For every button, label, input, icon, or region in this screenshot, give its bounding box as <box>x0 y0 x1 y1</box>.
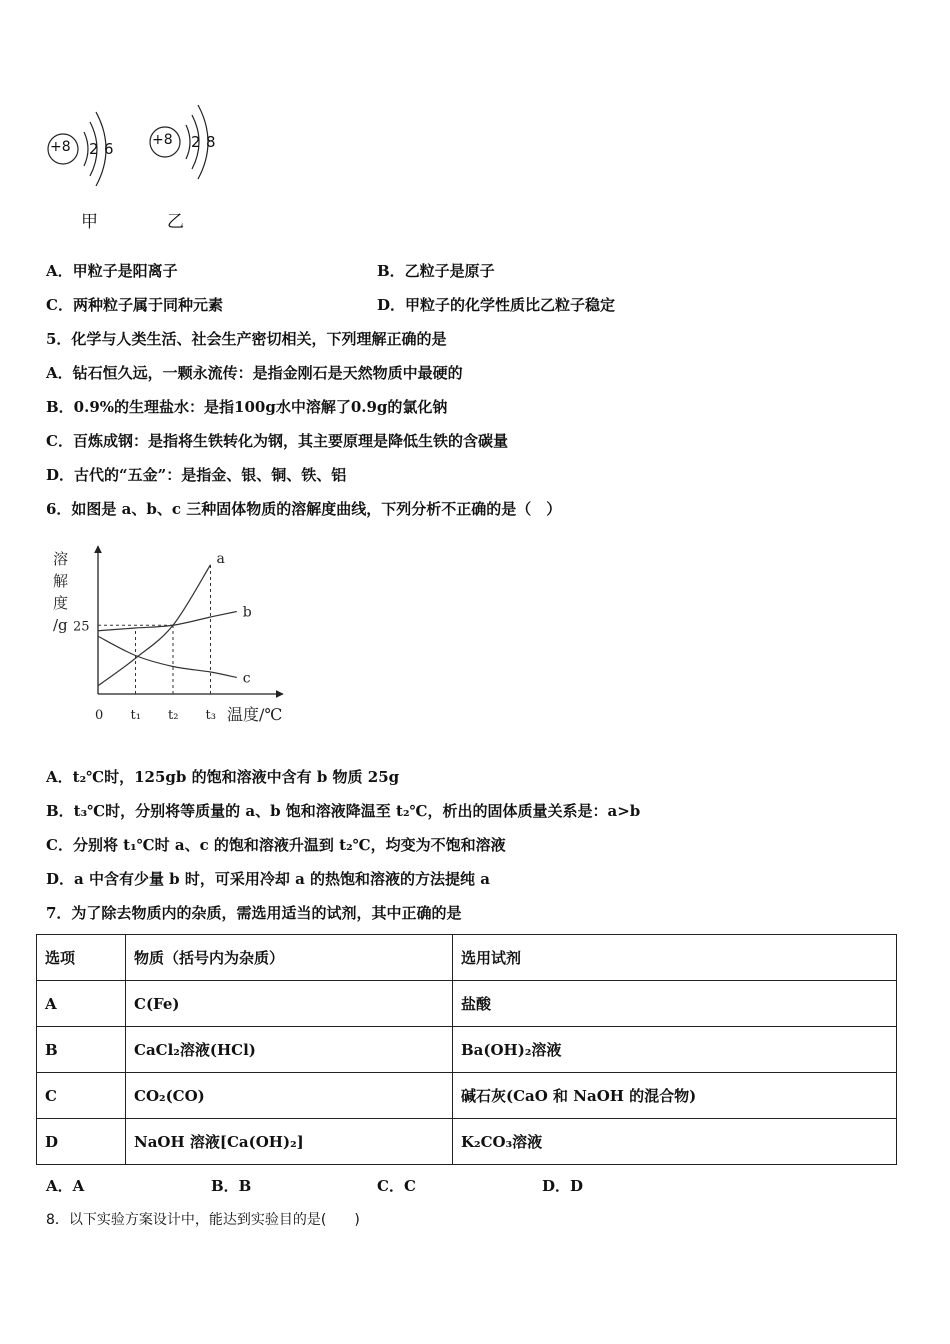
q4-option-b: B．乙粒子是原子 <box>377 262 495 280</box>
table-header-cell: 选用试剂 <box>453 935 897 981</box>
table-cell: 盐酸 <box>453 981 897 1027</box>
q6-option-c: C．分别将 t₁℃时 a、c 的饱和溶液升温到 t₂℃，均变为不饱和溶液 <box>46 836 506 854</box>
table-row <box>37 1119 897 1165</box>
table-cell: B <box>37 1027 126 1073</box>
q4-option-a: A．甲粒子是阳离子 <box>46 262 178 280</box>
q7-option-d: D．D <box>542 1177 584 1195</box>
table-cell: K₂CO₃溶液 <box>453 1119 897 1165</box>
table-cell: CO₂(CO) <box>126 1073 453 1119</box>
origin-label: 0 <box>95 708 104 723</box>
q6-option-b: B．t₃℃时，分别将等质量的 a、b 饱和溶液降温至 t₂℃，析出的固体质量关系是：a>b <box>46 802 641 820</box>
atom-jia-shell1: 2 <box>89 140 99 158</box>
table-row <box>37 981 897 1027</box>
curve-b <box>98 612 237 631</box>
q7-option-b: B．B <box>211 1177 252 1195</box>
q6-option-a: A．t₂℃时，125gb 的饱和溶液中含有 b 物质 25g <box>46 768 400 786</box>
q5-option-c: C．百炼成钢：是指将生铁转化为钢，其主要原理是降低生铁的含碳量 <box>46 432 508 450</box>
table-row <box>37 1027 897 1073</box>
table-cell: 碱石灰(CaO 和 NaOH 的混合物) <box>453 1073 897 1119</box>
atom-jia-shell2: 6 <box>104 140 114 158</box>
table-cell: D <box>37 1119 126 1165</box>
atom-jia-nucleus: +8 <box>50 139 71 155</box>
q5-option-d: D．古代的“五金”：是指金、银、铜、铁、铝 <box>46 466 347 484</box>
table-header-row <box>37 935 897 981</box>
y-axis-label <box>53 550 68 634</box>
atom-yi-nucleus: +8 <box>152 132 173 148</box>
q4-option-d: D．甲粒子的化学性质比乙粒子稳定 <box>377 296 616 314</box>
x-tick-label-t2: t₂ <box>168 708 179 723</box>
reagent-table <box>36 934 897 1165</box>
table-header-cell: 物质（括号内为杂质） <box>126 935 453 981</box>
atom-yi-shell1: 2 <box>191 133 201 151</box>
y-axis-label-char: 溶 <box>53 550 69 568</box>
q6-option-d: D．a 中含有少量 b 时，可采用冷却 a 的热饱和溶液的方法提纯 a <box>46 870 490 888</box>
table-cell: C(Fe) <box>126 981 453 1027</box>
table-row <box>37 1073 897 1119</box>
table-cell: NaOH 溶液[Ca(OH)₂] <box>126 1119 453 1165</box>
y-tick-label-25: 25 <box>73 619 90 635</box>
table-cell: Ba(OH)₂溶液 <box>453 1027 897 1073</box>
atom-yi-shell2: 8 <box>206 133 216 151</box>
table-cell: C <box>37 1073 126 1119</box>
x-tick-label-t1: t₁ <box>130 708 141 723</box>
table-cell: A <box>37 981 126 1027</box>
q7-stem: 7．为了除去物质内的杂质，需选用适当的试剂，其中正确的是 <box>46 904 462 922</box>
q6-stem: 6．如图是 a、b、c 三种固体物质的溶解度曲线，下列分析不正确的是（ ） <box>46 500 562 518</box>
table-header-cell: 选项 <box>37 935 126 981</box>
q7-option-a: A．A <box>46 1177 85 1195</box>
curve-label-c: c <box>242 670 251 687</box>
atom-jia-label: 甲 <box>81 212 98 232</box>
y-axis-label-char: 解 <box>53 572 69 590</box>
curve-label-a: a <box>216 550 225 567</box>
q4-option-c: C．两种粒子属于同种元素 <box>46 296 223 314</box>
q5-stem: 5．化学与人类生活、社会生产密切相关，下列理解正确的是 <box>46 330 447 348</box>
q5-option-b: B．0.9%的生理盐水：是指100g水中溶解了0.9g的氯化钠 <box>46 398 448 416</box>
q5-option-a: A．钻石恒久远，一颗永流传：是指金刚石是天然物质中最硬的 <box>46 364 463 382</box>
atom-yi-label: 乙 <box>167 212 184 232</box>
solubility-chart <box>45 538 295 728</box>
x-tick-label-t3: t₃ <box>205 708 216 723</box>
q7-option-c: C．C <box>377 1177 416 1195</box>
table-cell: CaCl₂溶液(HCl) <box>126 1027 453 1073</box>
q8-stem: 8．以下实验方案设计中，能达到实验目的是( ) <box>46 1212 360 1228</box>
y-axis-label-char: 度 <box>53 594 69 612</box>
curve-label-b: b <box>242 604 252 621</box>
x-axis-label: 温度/℃ <box>227 705 283 724</box>
y-axis-label-char: /g <box>53 616 68 634</box>
